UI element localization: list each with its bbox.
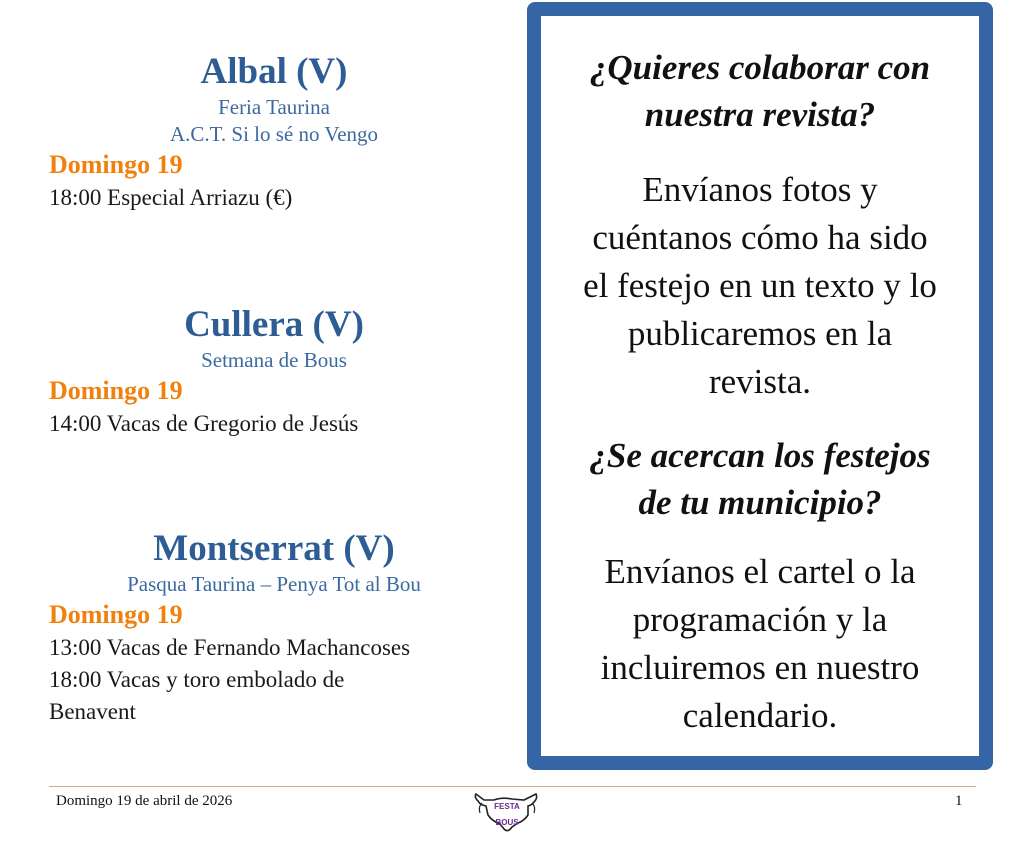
event-subtitle: Pasqua Taurina – Penya Tot al Bou [127,572,421,596]
promo-paragraph-2 [541,548,979,740]
event-day: Domingo 19 [49,376,183,405]
logo-text-bottom: BOUS [495,818,519,827]
promo-paragraph-line: programación y la [632,600,888,639]
event-subtitle: A.C.T. Si lo sé no Vengo [169,122,379,146]
promo-question-1 [541,44,979,138]
promo-question-line: ¿Quieres colaborar con [589,48,931,87]
promo-box [527,2,993,770]
promo-question-line: ¿Se acercan los festejos [589,436,931,475]
event-day: Domingo 19 [49,150,183,179]
promo-paragraph-line: revista. [708,362,812,401]
event-town: Montserrat (V) [153,528,395,569]
event-item: 13:00 Vacas de Fernando Machancoses [49,635,411,660]
event-town: Albal (V) [200,51,348,92]
promo-paragraph-line: incluiremos en nuestro [600,648,920,687]
event-town: Cullera (V) [184,304,364,345]
footer-page-number: 1 [955,793,963,809]
logo-text-top: FESTA [494,802,520,811]
promo-question-2 [541,432,979,526]
event-item: 14:00 Vacas de Gregorio de Jesús [49,411,359,436]
promo-question-line: nuestra revista? [644,95,876,134]
event-item: 18:00 Vacas y toro embolado de [49,667,345,692]
promo-paragraph-line: publicaremos en la [627,314,893,353]
event-montserrat [0,527,525,728]
promo-paragraph-1 [541,166,979,406]
promo-paragraph-line: cuéntanos cómo ha sido [592,218,928,257]
event-cullera [0,303,525,440]
promo-paragraph-line: calendario. [682,696,838,735]
event-subtitle: Feria Taurina [218,95,330,119]
event-albal [0,50,525,214]
event-day: Domingo 19 [49,600,183,629]
footer-divider [49,786,976,787]
event-item: 18:00 Especial Arriazu (€) [49,185,293,210]
promo-paragraph-line: Envíanos el cartel o la [604,552,916,591]
festa-bous-logo [472,791,542,839]
event-item: Benavent [49,699,136,724]
promo-paragraph-line: Envíanos fotos y [642,170,878,209]
footer-date: Domingo 19 de abril de 2026 [56,793,233,809]
promo-question-line: de tu municipio? [638,483,882,522]
promo-paragraph-line: el festejo en un texto y lo [583,266,937,305]
event-subtitle: Setmana de Bous [201,348,347,372]
